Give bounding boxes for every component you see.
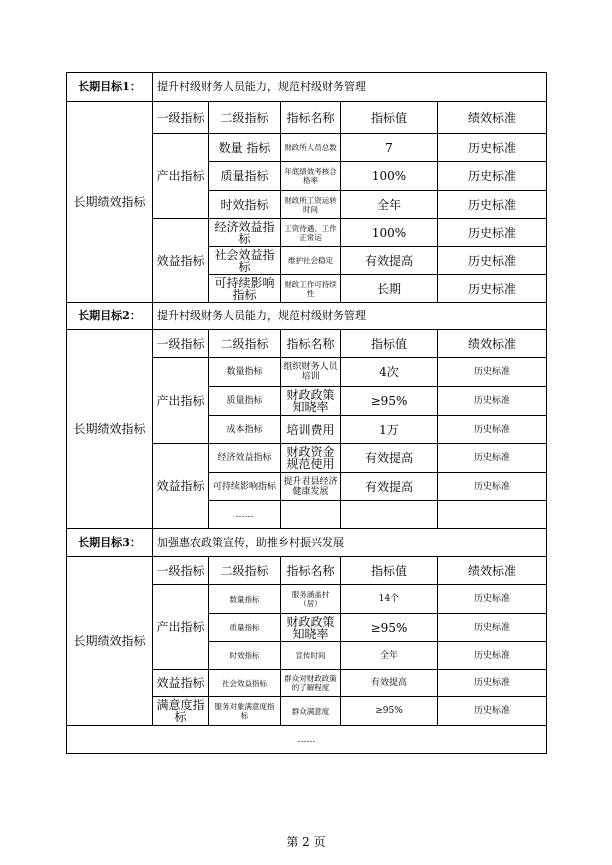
indicator-name: 群众满意度: [281, 697, 341, 726]
indicator-value: 14个: [341, 585, 438, 614]
standard-cell: 历史标准: [438, 387, 547, 416]
standard-cell: 历史标准: [438, 219, 547, 247]
standard-cell: 历史标准: [438, 162, 547, 191]
indicator-name: 服务涵盖村（居）: [281, 585, 341, 614]
level1-cell: 效益指标: [153, 219, 209, 303]
indicator-value: ≥95%: [341, 387, 438, 416]
standard-cell: 历史标准: [438, 191, 547, 219]
header-standard: 绩效标准: [438, 330, 547, 358]
header-standard: 绩效标准: [438, 102, 547, 134]
level2-cell: 数量指标: [209, 585, 281, 614]
indicator-value: 有效提高: [341, 670, 438, 697]
header-level1: 一级指标: [153, 102, 209, 134]
header-row: [67, 102, 547, 134]
indicator-value: 1万: [341, 416, 438, 444]
header-level2: 二级指标: [209, 330, 281, 358]
standard-cell: 历史标准: [438, 275, 547, 303]
level2-cell: 质量指标: [209, 387, 281, 416]
header-row: [67, 557, 547, 585]
level2-cell: 可持续影响指标: [209, 473, 281, 501]
level2-cell: 质量指标: [209, 614, 281, 642]
standard-cell: 历史标准: [438, 585, 547, 614]
header-standard: 绩效标准: [438, 557, 547, 585]
indicator-name: 群众对财政政策的了解程度: [281, 670, 341, 697]
header-level1: 一级指标: [153, 330, 209, 358]
level2-cell: 经济效益指标: [209, 444, 281, 473]
indicator-value: 4次: [341, 358, 438, 387]
indicator-value: 有效提高: [341, 473, 438, 501]
indicator-name: 组织财务人员培训: [281, 358, 341, 387]
category-cell: 长期绩效指标: [67, 330, 153, 529]
trailing-row: [67, 726, 547, 754]
indicator-name: 财政政策知晓率: [281, 387, 341, 416]
header-value: 指标值: [341, 330, 438, 358]
indicator-value: 长期: [341, 275, 438, 303]
goal-text: 提升村级财务人员能力，规范村级财务管理: [153, 303, 547, 330]
indicator-value: 全年: [341, 642, 438, 670]
standard-cell: 历史标准: [438, 134, 547, 162]
header-level2: 二级指标: [209, 557, 281, 585]
trailing-ellipsis: ……: [67, 726, 547, 754]
goal-row: [67, 529, 547, 557]
goal-text: 加强惠农政策宣传，助推乡村振兴发展: [153, 529, 547, 557]
category-cell: 长期绩效指标: [67, 102, 153, 303]
indicator-name: 工资待遇、工作正常运: [281, 219, 341, 247]
level2-cell: 可持续影响指标: [209, 275, 281, 303]
level1-cell: 效益指标: [153, 444, 209, 529]
header-row: [67, 330, 547, 358]
standard-cell: 历史标准: [438, 614, 547, 642]
goal-row: [67, 73, 547, 102]
indicator-value: 全年: [341, 191, 438, 219]
indicator-name: 维护社会稳定: [281, 247, 341, 275]
level2-cell: 数量指标: [209, 358, 281, 387]
standard-cell: 历史标准: [438, 358, 547, 387]
indicator-name: 财政资金规范使用: [281, 444, 341, 473]
ellipsis-cell: ……: [209, 501, 281, 529]
header-name: 指标名称: [281, 102, 341, 134]
standard-cell: 历史标准: [438, 697, 547, 726]
indicator-name: 培训费用: [281, 416, 341, 444]
header-name: 指标名称: [281, 557, 341, 585]
indicator-value: 有效提高: [341, 247, 438, 275]
indicator-value: 100%: [341, 219, 438, 247]
page-number: 第 2 页: [286, 835, 326, 849]
level2-cell: 质量指标: [209, 162, 281, 191]
indicator-name: 提升君县经济健康发展: [281, 473, 341, 501]
header-level2: 二级指标: [209, 102, 281, 134]
level2-cell: 数量 指标: [209, 134, 281, 162]
indicator-value: 100%: [341, 162, 438, 191]
level2-cell: 成本指标: [209, 416, 281, 444]
goal-row: [67, 303, 547, 330]
performance-table: [66, 72, 547, 754]
level1-cell: 满意度指标: [153, 697, 209, 726]
level1-cell: 效益指标: [153, 670, 209, 697]
goal-label: 长期目标3：: [67, 529, 153, 557]
indicator-value: 7: [341, 134, 438, 162]
header-name: 指标名称: [281, 330, 341, 358]
header-level1: 一级指标: [153, 557, 209, 585]
level2-cell: 社会效益指标: [209, 670, 281, 697]
indicator-name: 宣传时间: [281, 642, 341, 670]
level2-cell: 经济效益指标: [209, 219, 281, 247]
level1-cell: 产出指标: [153, 134, 209, 219]
indicator-name: 年底绩效考核合格率: [281, 162, 341, 191]
standard-cell: 历史标准: [438, 247, 547, 275]
category-cell: 长期绩效指标: [67, 557, 153, 726]
indicator-value: ≥95%: [341, 697, 438, 726]
header-value: 指标值: [341, 557, 438, 585]
standard-cell: 历史标准: [438, 670, 547, 697]
standard-cell: 历史标准: [438, 416, 547, 444]
header-value: 指标值: [341, 102, 438, 134]
goal-text: 提升村级财务人员能力，规范村级财务管理: [153, 73, 547, 102]
indicator-name: 财政所工资运转时间: [281, 191, 341, 219]
indicator-name: [281, 501, 341, 529]
standard-cell: [438, 501, 547, 529]
standard-cell: 历史标准: [438, 444, 547, 473]
indicator-value: [341, 501, 438, 529]
level2-cell: 时效指标: [209, 642, 281, 670]
indicator-name: 财政政策知晓率: [281, 614, 341, 642]
standard-cell: 历史标准: [438, 642, 547, 670]
indicator-value: 有效提高: [341, 444, 438, 473]
indicator-name: 财政工作可持续性: [281, 275, 341, 303]
standard-cell: 历史标准: [438, 473, 547, 501]
indicator-name: 财政所人员总数: [281, 134, 341, 162]
goal-label: 长期目标2：: [67, 303, 153, 330]
goal-label: 长期目标1：: [67, 73, 153, 102]
level2-cell: 服务对象满意度指标: [209, 697, 281, 726]
indicator-value: ≥95%: [341, 614, 438, 642]
level2-cell: 社会效益指标: [209, 247, 281, 275]
level1-cell: 产出指标: [153, 585, 209, 670]
level2-cell: 时效指标: [209, 191, 281, 219]
level1-cell: 产出指标: [153, 358, 209, 444]
